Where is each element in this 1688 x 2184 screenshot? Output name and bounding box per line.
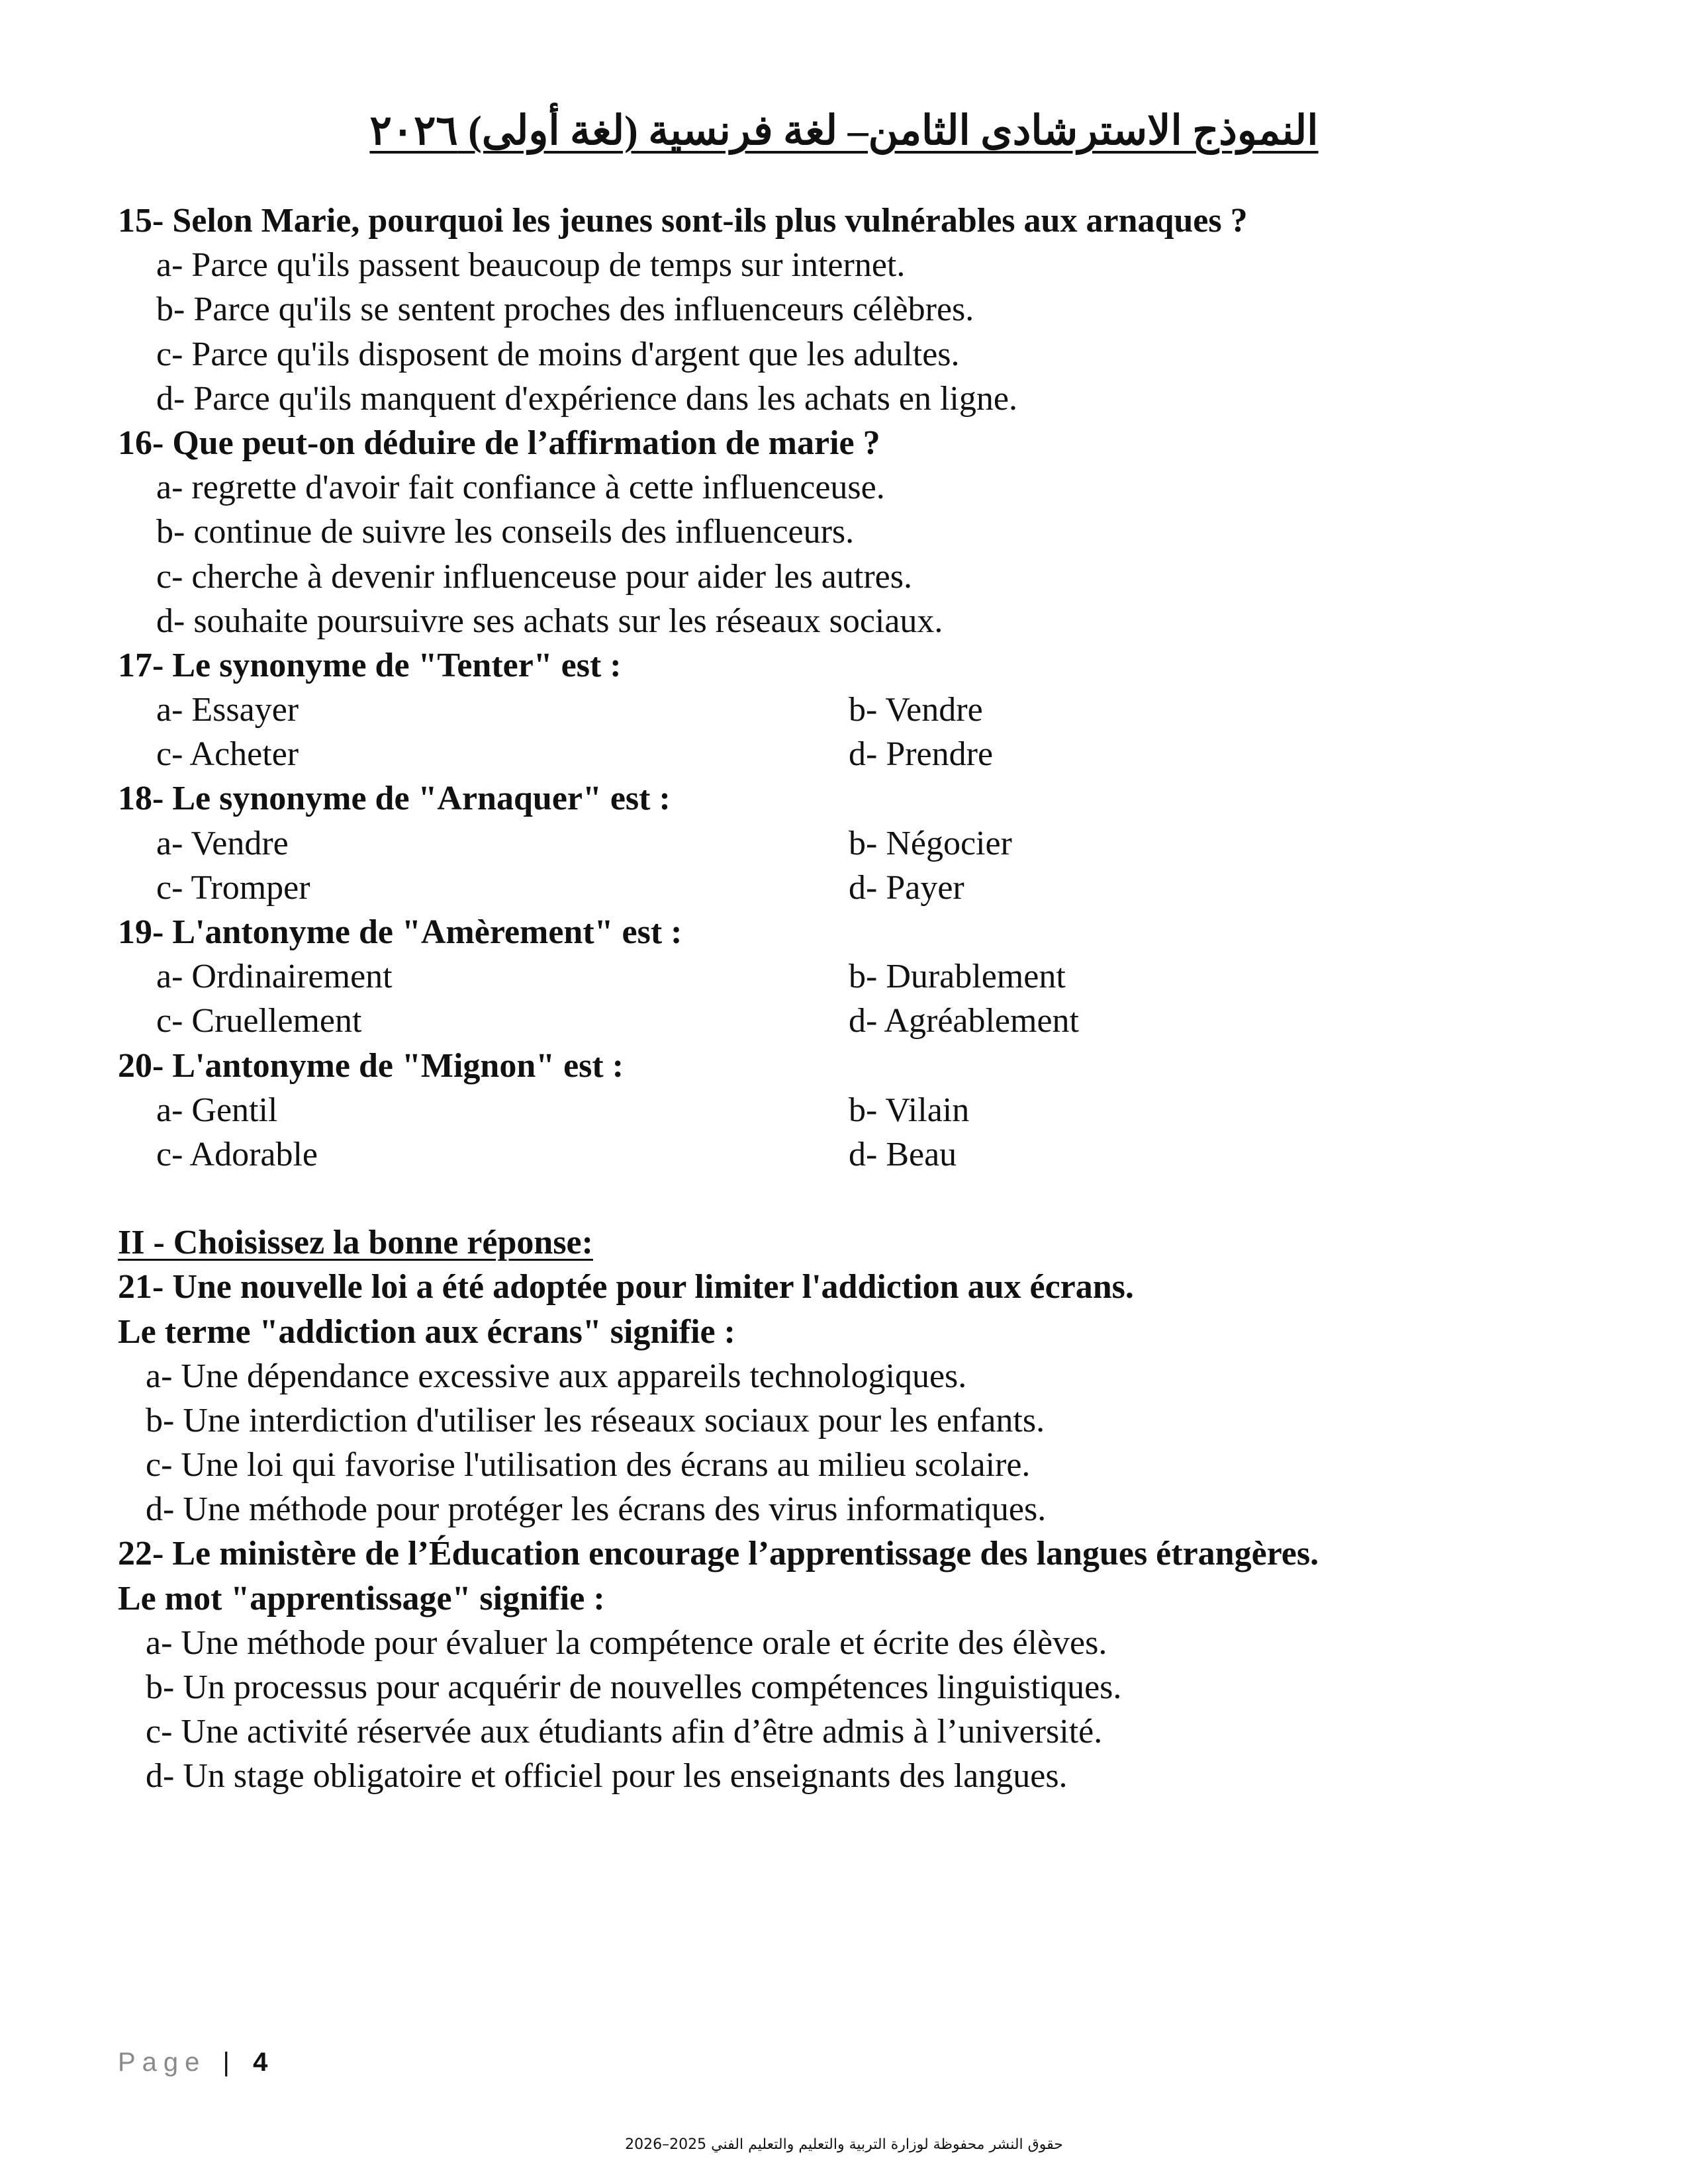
q17-option-c: c- Acheter bbox=[156, 735, 299, 774]
q16-option-c: c- cherche à devenir influenceuse pour aider les autres. bbox=[156, 557, 912, 596]
question-21-sentence: 21- Une nouvelle loi a été adoptée pour limiter l'addiction aux écrans. bbox=[118, 1268, 1134, 1306]
q20-option-c: c- Adorable bbox=[156, 1135, 318, 1173]
page-number: 4 bbox=[253, 2048, 268, 2077]
q22-option-d: d- Un stage obligatoire et officiel pour les enseignants des langues. bbox=[146, 1757, 1068, 1796]
q21-option-a: a- Une dépendance excessive aux appareils technologiques. bbox=[146, 1357, 967, 1395]
question-22: Le mot "apprentissage" signifie : bbox=[118, 1579, 605, 1617]
q19-option-b: b- Durablement bbox=[849, 958, 1066, 996]
copyright-notice: حقوق النشر محفوظة لوزارة التربية والتعليم والتعليم الفني 2025–2026 bbox=[625, 2136, 1063, 2153]
page-label: Page bbox=[118, 2048, 207, 2077]
q20-option-b: b- Vilain bbox=[849, 1091, 970, 1129]
question-16: 16- Que peut-on déduire de l’affirmation de marie ? bbox=[118, 424, 880, 462]
q21-option-b: b- Une interdiction d'utiliser les réseaux sociaux pour les enfants. bbox=[146, 1401, 1045, 1439]
question-22-sentence: 22- Le ministère de l’Éducation encourage l’apprentissage des langues étrangères. bbox=[118, 1535, 1319, 1573]
q21-option-c: c- Une loi qui favorise l'utilisation des écrans au milieu scolaire. bbox=[146, 1446, 1031, 1484]
q20-option-a: a- Gentil bbox=[156, 1091, 278, 1129]
q18-option-a: a- Vendre bbox=[156, 824, 289, 862]
q18-options-row-2 bbox=[118, 866, 1607, 910]
q17-option-d: d- Prendre bbox=[849, 735, 994, 774]
q20-option-d: d- Beau bbox=[849, 1135, 957, 1173]
section-heading: II - Choisissez la bonne réponse: bbox=[118, 1224, 593, 1262]
q20-options-row-1 bbox=[118, 1088, 1607, 1132]
q19-options-row-1 bbox=[118, 954, 1607, 999]
q17-options-row-2 bbox=[118, 732, 1607, 776]
q18-option-c: c- Tromper bbox=[156, 868, 310, 907]
question-15: 15- Selon Marie, pourquoi les jeunes sont-ils plus vulnérables aux arnaques ? bbox=[118, 202, 1248, 240]
page-footer bbox=[118, 2048, 267, 2077]
q17-option-a: a- Essayer bbox=[156, 691, 299, 729]
page-separator: | bbox=[222, 2048, 230, 2077]
q22-option-c: c- Une activité réservée aux étudiants afin d’être admis à l’université. bbox=[146, 1713, 1103, 1751]
q19-option-d: d- Agréablement bbox=[849, 1002, 1079, 1040]
q15-option-b: b- Parce qu'ils se sentent proches des influenceurs célèbres. bbox=[156, 291, 974, 329]
q19-options-row-2 bbox=[118, 999, 1607, 1043]
q18-options-row-1 bbox=[118, 821, 1607, 866]
q20-options-row-2 bbox=[118, 1132, 1607, 1177]
question-21: Le terme "addiction aux écrans" signifie : bbox=[118, 1312, 735, 1351]
q19-option-a: a- Ordinairement bbox=[156, 958, 393, 996]
q18-option-d: d- Payer bbox=[849, 868, 964, 907]
q16-option-d: d- souhaite poursuivre ses achats sur les réseaux sociaux. bbox=[156, 602, 943, 640]
q18-option-b: b- Négocier bbox=[849, 824, 1012, 862]
exam-content bbox=[118, 199, 1607, 1799]
question-19: 19- L'antonyme de "Amèrement" est : bbox=[118, 913, 682, 951]
q15-option-d: d- Parce qu'ils manquent d'expérience dans les achats en ligne. bbox=[156, 379, 1017, 418]
q16-option-a: a- regrette d'avoir fait confiance à cette influenceuse. bbox=[156, 469, 885, 507]
q21-option-d: d- Une méthode pour protéger les écrans des virus informatiques. bbox=[146, 1490, 1047, 1529]
q16-option-b: b- continue de suivre les conseils des influenceurs. bbox=[156, 513, 855, 551]
q22-option-a: a- Une méthode pour évaluer la compétence orale et écrite des élèves. bbox=[146, 1623, 1107, 1662]
question-18: 18- Le synonyme de "Arnaquer" est : bbox=[118, 780, 671, 818]
question-20: 20- L'antonyme de "Mignon" est : bbox=[118, 1046, 624, 1085]
q19-option-c: c- Cruellement bbox=[156, 1002, 362, 1040]
q15-option-c: c- Parce qu'ils disposent de moins d'argent que les adultes. bbox=[156, 335, 960, 373]
q15-option-a: a- Parce qu'ils passent beaucoup de temps sur internet. bbox=[156, 246, 906, 285]
question-17: 17- Le synonyme de "Tenter" est : bbox=[118, 646, 622, 684]
page-title: النموذج الاسترشادى الثامن– لغة فرنسية (لغة أولى) ٢٠٢٦ bbox=[369, 109, 1319, 154]
q22-option-b: b- Un processus pour acquérir de nouvelles compétences linguistiques. bbox=[146, 1668, 1122, 1706]
section-spacer bbox=[118, 1177, 1607, 1220]
q17-options-row-1 bbox=[118, 688, 1607, 732]
q17-option-b: b- Vendre bbox=[849, 691, 983, 729]
